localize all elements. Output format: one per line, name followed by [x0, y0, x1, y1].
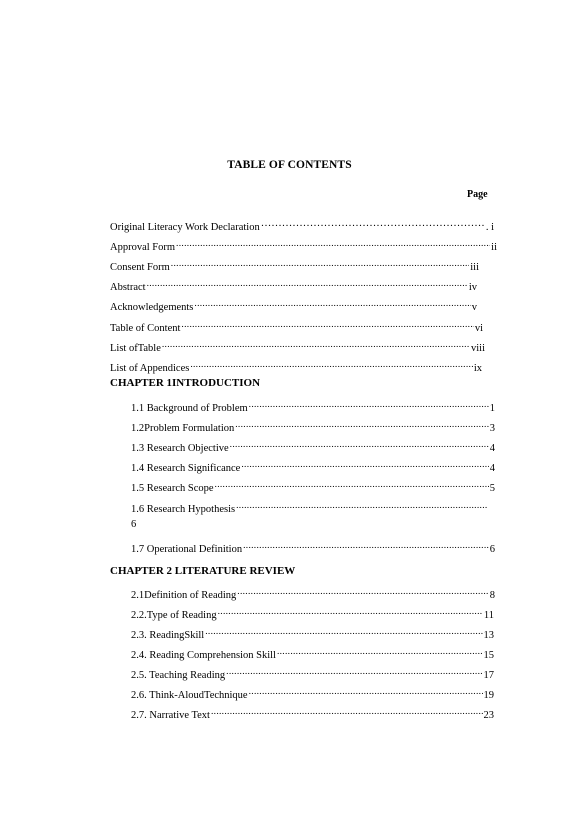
toc-entry-list-of-appendices [110, 358, 482, 372]
toc-entry-page: 15 [483, 650, 494, 661]
toc-entry-page: viii [470, 343, 485, 354]
toc-entry-label: 1.6 Research Hypothesis [131, 504, 236, 515]
toc-entry-label: 1.5 Research Scope [131, 483, 214, 494]
dot-leader [181, 318, 473, 331]
toc-entry-page: 1 [489, 403, 495, 414]
toc-entry-1-1 [131, 398, 495, 412]
toc-entry-2-1 [131, 585, 495, 599]
toc-entry-declaration [110, 217, 494, 231]
toc-entry-label: Original Literacy Work Declaration [110, 222, 260, 233]
toc-entry-acknowledgements [110, 297, 477, 311]
toc-entry-label: Acknowledgements [110, 302, 194, 313]
toc-entry-label: Abstract [110, 282, 146, 293]
toc-entry-label: Consent Form [110, 262, 170, 273]
toc-entry-abstract [110, 277, 477, 291]
toc-entry-label: 2.5. Teaching Reading [131, 670, 226, 681]
page-column-header: Page [467, 189, 488, 200]
toc-entry-1-4 [131, 458, 495, 472]
toc-entry-page: ix [473, 363, 482, 374]
toc-entry-label: 2.4. Reading Comprehension Skill [131, 650, 276, 661]
toc-entry-page: ii [491, 242, 497, 253]
toc-entry-label: Approval Form [110, 242, 176, 253]
dot-leader [215, 478, 489, 491]
toc-entry-page: 3 [489, 423, 495, 434]
toc-entry-page: 11 [483, 610, 494, 621]
toc-entry-label: Table of Content [110, 323, 181, 334]
toc-entry-page: 4 [489, 463, 495, 474]
dot-leader [241, 458, 488, 471]
toc-entry-page: 23 [483, 710, 494, 721]
toc-entry-label: 2.7. Narrative Text [131, 710, 210, 721]
toc-entry-label: List of Appendices [110, 363, 190, 374]
toc-entry-page: . i [485, 222, 494, 233]
toc-entry-label: 2.2.Type of Reading [131, 610, 217, 621]
toc-entry-1-3 [131, 438, 495, 452]
dot-leader [235, 418, 489, 431]
toc-entry-list-of-table [110, 338, 485, 352]
toc-entry-page: v [471, 302, 477, 313]
dot-leader [147, 277, 468, 290]
dot-leader [261, 217, 485, 230]
toc-entry-approval-form [110, 237, 497, 251]
dot-leader [218, 605, 483, 618]
dot-leader [226, 665, 482, 678]
toc-entry-1-6 [131, 499, 487, 513]
dot-leader [190, 358, 473, 371]
dot-leader [237, 585, 488, 598]
toc-entry-label: 1.7 Operational Definition [131, 544, 243, 555]
toc-entry-label: 2.6. Think-AloudTechnique [131, 690, 248, 701]
chapter-1-heading: CHAPTER 1INTRODUCTION [110, 377, 261, 389]
toc-entry-page-wrapped: 6 [131, 519, 137, 530]
dot-leader [194, 297, 470, 310]
toc-entry-label: 1.1 Background of Problem [131, 403, 248, 414]
dot-leader [236, 499, 487, 512]
dot-leader [171, 257, 469, 270]
toc-entry-label: 1.2Problem Formulation [131, 423, 235, 434]
dot-leader [249, 685, 483, 698]
chapter-2-heading: CHAPTER 2 LITERATURE REVIEW [110, 565, 296, 577]
page-title: TABLE OF CONTENTS [227, 159, 352, 171]
toc-entry-page: 6 [489, 544, 495, 555]
dot-leader [243, 539, 489, 552]
toc-entry-page: vi [474, 323, 483, 334]
toc-entry-page: iii [470, 262, 479, 273]
toc-entry-2-5 [131, 665, 494, 679]
toc-entry-2-3 [131, 625, 494, 639]
dot-leader [211, 705, 483, 718]
toc-entry-label: 1.4 Research Significance [131, 463, 241, 474]
dot-leader [249, 398, 489, 411]
toc-entry-2-7 [131, 705, 494, 719]
dot-leader [230, 438, 489, 451]
toc-entry-2-6 [131, 685, 494, 699]
toc-entry-label: 1.3 Research Objective [131, 443, 229, 454]
toc-entry-label: 2.1Definition of Reading [131, 590, 237, 601]
toc-entry-page: 13 [483, 630, 494, 641]
toc-entry-page: 19 [483, 690, 494, 701]
toc-entry-1-5 [131, 478, 495, 492]
dot-leader [277, 645, 483, 658]
toc-entry-page: 8 [489, 590, 495, 601]
toc-entry-page: 5 [489, 483, 495, 494]
toc-entry-table-of-content [110, 318, 483, 332]
toc-entry-2-4 [131, 645, 494, 659]
dot-leader [205, 625, 482, 638]
toc-entry-page: iv [468, 282, 477, 293]
toc-entry-page: 17 [483, 670, 494, 681]
toc-entry-2-2 [131, 605, 494, 619]
toc-entry-1-7 [131, 539, 495, 553]
toc-entry-consent-form [110, 257, 479, 271]
dot-leader [162, 338, 470, 351]
dot-leader [176, 237, 490, 250]
toc-entry-page: 4 [489, 443, 495, 454]
toc-entry-label: List ofTable [110, 343, 161, 354]
toc-entry-1-2 [131, 418, 495, 432]
toc-entry-label: 2.3. ReadingSkill [131, 630, 205, 641]
